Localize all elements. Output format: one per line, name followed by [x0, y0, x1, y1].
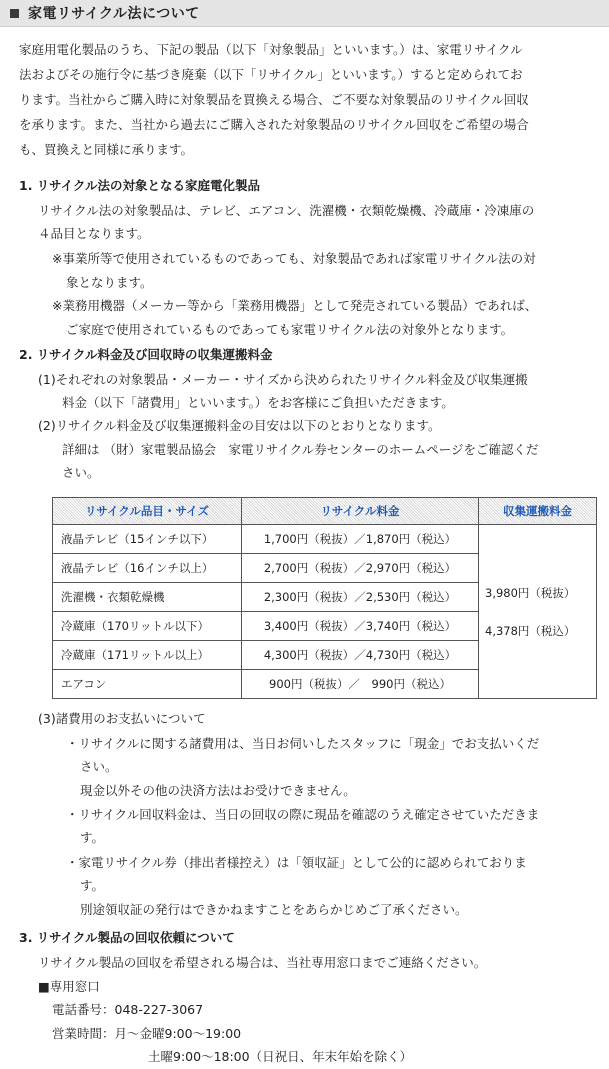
s1-note: 象となります。: [66, 275, 153, 290]
s3-text: リサイクル製品の回収を希望される場合は、当社専用窓口までご連絡ください。: [38, 955, 487, 970]
item-name: 洗濯機・衣類乾燥機: [53, 583, 242, 612]
section-1-heading: 1. リサイクル法の対象となる家庭電化製品: [19, 178, 261, 193]
intro-line: も、買換えと同様に承ります。: [19, 142, 194, 157]
page-title: 家電リサイクル法について: [28, 6, 200, 22]
s2-item1: 料金（以下「諸費用」といいます。）をお客様にご負担いただきます。: [62, 395, 454, 410]
section-2-heading: 2. リサイクル料金及び回収時の収集運搬料金: [19, 347, 273, 362]
s1-note: ご家庭で使用されているものであっても家電リサイクル法の対象外となります。: [66, 322, 514, 337]
section-header: [0, 0, 609, 27]
s1-text: リサイクル法の対象製品は、テレビ、エアコン、洗濯機・衣類乾燥機、冷蔵庫・冷凍庫の: [38, 203, 535, 218]
item-name: 液晶テレビ（15インチ以下）: [53, 525, 242, 554]
phone-number: 電話番号：048-227-3067: [52, 1002, 204, 1017]
recycle-fee: 2,300円（税抜）／2,530円（税込）: [242, 583, 479, 612]
intro-line: 法およびその施行令に基づき廃棄（以下「リサイクル」といいます。）すると定められてお: [19, 67, 523, 82]
recycle-fee: 900円（税抜）／ 990円（税込）: [242, 670, 479, 699]
bullet-text: す。: [80, 830, 105, 845]
column-header-recycle-fee: リサイクル料金: [242, 498, 479, 525]
s1-note: ※事業所等で使用されているものであっても、対象製品であれば家電リサイクル法の対: [52, 251, 536, 266]
section-3-heading: 3. リサイクル製品の回収依頼について: [19, 930, 235, 945]
s1-note: ※業務用機器（メーカー等から「業務用機器」として発売されている製品）であれば、: [52, 298, 538, 313]
square-bullet-icon: [10, 9, 19, 18]
item-name: 冷蔵庫（171リットル以上）: [53, 641, 242, 670]
intro-line: 家庭用電化製品のうち、下記の製品（以下「対象製品」といいます。）は、家電リサイクル: [19, 42, 523, 57]
item-name: 液晶テレビ（16インチ以上）: [53, 554, 242, 583]
collection-fee-incl: 4,378円（税込）: [485, 623, 576, 638]
s2-item2-detail: さい。: [62, 465, 100, 480]
collection-fee: [479, 525, 597, 699]
collection-fee-excl: 3,980円（税抜）: [485, 585, 576, 600]
business-hours-saturday: 土曜9:00～18:00（日祝日、年末年始を除く）: [148, 1049, 413, 1064]
recycle-fee: 1,700円（税抜）／1,870円（税込）: [242, 525, 479, 554]
bullet-text: 別途領収証の発行はできかねますことをあらかじめご了承ください。: [80, 902, 468, 917]
s1-text: ４品目となります。: [38, 226, 150, 241]
contact-window-label: ■専用窓口: [38, 979, 100, 994]
bullet-text: ・家電リサイクル券（排出者様控え）は「領収証」として公的に認められておりま: [66, 855, 527, 870]
s2-item2-detail: 詳細は （財）家電製品協会 家電リサイクル券センターのホームページをご確認くだ: [62, 442, 539, 457]
s2-item2: (2)リサイクル料金及び収集運搬料金の目安は以下のとおりとなります。: [38, 418, 441, 433]
recycle-fee: 4,300円（税抜）／4,730円（税込）: [242, 641, 479, 670]
item-name: 冷蔵庫（170リットル以下）: [53, 612, 242, 641]
fee-table: [52, 497, 597, 699]
column-header-collection-fee: 収集運搬料金: [479, 498, 597, 525]
business-hours-weekday: 営業時間：月～金曜9:00～19:00: [52, 1026, 242, 1041]
bullet-text: ・リサイクル回収料金は、当日の回収の際に現品を確認のうえ確定させていただきま: [66, 807, 540, 822]
bullet-text: 現金以外その他の決済方法はお受けできません。: [80, 783, 356, 798]
item-name: エアコン: [53, 670, 242, 699]
bullet-text: さい。: [80, 759, 118, 774]
table-row: [53, 525, 597, 554]
s2-item1: (1)それぞれの対象製品・メーカー・サイズから決められたリサイクル料金及び収集運搬: [38, 372, 528, 387]
intro-line: を承ります。また、当社から過去にご購入された対象製品のリサイクル回収をご希望の場合: [19, 117, 529, 132]
recycle-fee: 2,700円（税抜）／2,970円（税込）: [242, 554, 479, 583]
bullet-text: ・リサイクルに関する諸費用は、当日お伺いしたスタッフに「現金」でお支払いくだ: [66, 736, 540, 751]
column-header-item: リサイクル品目・サイズ: [53, 498, 242, 525]
intro-line: ります。当社からご購入時に対象製品を買換える場合、ご不要な対象製品のリサイクル回収: [19, 92, 529, 107]
bullet-text: す。: [80, 878, 105, 893]
recycle-fee: 3,400円（税抜）／3,740円（税込）: [242, 612, 479, 641]
s2-item3: (3)諸費用のお支払いについて: [38, 711, 206, 726]
